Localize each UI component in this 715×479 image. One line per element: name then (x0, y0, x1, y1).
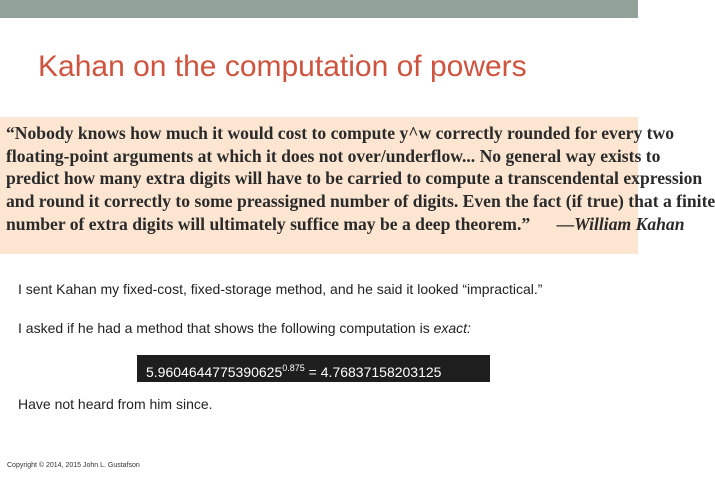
paragraph-asked-emphasis: exact: (433, 320, 471, 336)
paragraph-not-heard: Have not heard from him since. (18, 396, 213, 412)
formula-base: 5.9604644775390625 (146, 364, 283, 380)
quote-attribution: —William Kahan (556, 213, 685, 234)
top-accent-bar (0, 0, 638, 18)
quote-line: predict how many extra digits will have to be carried to compute a transcendental expression (6, 168, 703, 189)
formula-equals: = (304, 364, 321, 380)
kahan-quote (6, 122, 715, 236)
copyright-notice: Copyright © 2014, 2015 John L. Gustafson (7, 462, 140, 469)
formula-result: 4.76837158203125 (320, 364, 442, 380)
quote-line: floating-point arguments at which it does not over/underflow... No general way exists to (6, 145, 661, 166)
quote-last-line (6, 213, 685, 236)
quote-line: number of extra digits will ultimately suffice may be a deep theorem.” (6, 213, 531, 234)
paragraph-asked-method (18, 320, 471, 336)
paragraph-sent-method: I sent Kahan my fixed-cost, fixed-storage method, and he said it looked “impractical.” (18, 281, 543, 297)
quote-line: and round it correctly to some preassigned number of digits. Even the fact (if true) that a finite (6, 191, 715, 212)
quote-line: “Nobody knows how much it would cost to compute y^w correctly rounded for every two (6, 123, 675, 143)
formula-exponent: 0.875 (282, 363, 305, 373)
formula-box (137, 355, 490, 382)
paragraph-asked-text: I asked if he had a method that shows the following computation is (18, 320, 434, 336)
slide-title: Kahan on the computation of powers (38, 50, 527, 83)
